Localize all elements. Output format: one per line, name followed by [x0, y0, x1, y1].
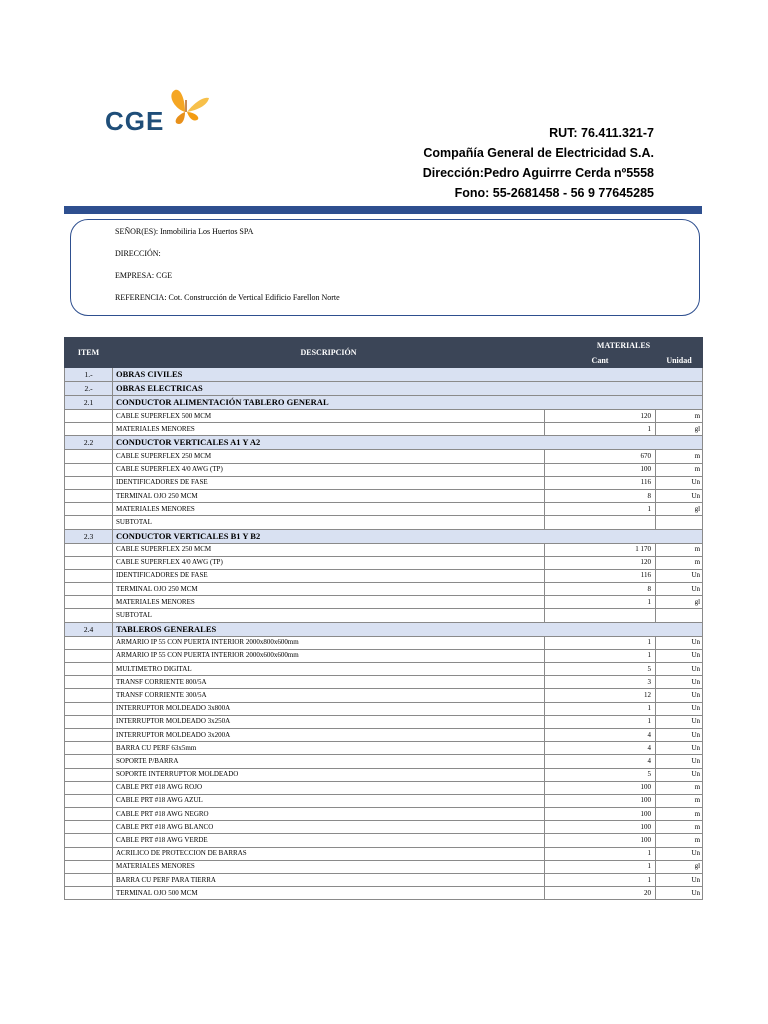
materials-table — [64, 337, 703, 900]
row-item — [65, 569, 113, 582]
table-row — [65, 583, 703, 596]
table-row — [65, 596, 703, 609]
col-desc-header: DESCRIPCIÓN — [113, 338, 545, 368]
row-description: TRANSF CORRIENTE 800/5A — [113, 676, 545, 689]
row-item — [65, 860, 113, 873]
row-description: ARMARIO IP 55 CON PUERTA INTERIOR 2000x800x600mm — [113, 636, 545, 649]
row-quantity: 8 — [545, 489, 656, 502]
row-unit: Un — [656, 742, 703, 755]
row-description: MATERIALES MENORES — [113, 423, 545, 436]
table-row — [65, 728, 703, 741]
row-unit: Un — [656, 874, 703, 887]
row-quantity: 1 — [545, 636, 656, 649]
row-item — [65, 874, 113, 887]
row-description: CABLE PRT #18 AWG BLANCO — [113, 821, 545, 834]
row-unit: m — [656, 543, 703, 556]
table-row — [65, 847, 703, 860]
table-row — [65, 516, 703, 529]
row-item — [65, 676, 113, 689]
row-unit: Un — [656, 702, 703, 715]
row-quantity — [545, 516, 656, 529]
table-row — [65, 834, 703, 847]
row-item — [65, 768, 113, 781]
row-quantity: 100 — [545, 463, 656, 476]
row-quantity: 3 — [545, 676, 656, 689]
row-description: CABLE SUPERFLEX 4/0 AWG (TP) — [113, 556, 545, 569]
client-empresa: EMPRESA: CGE — [115, 271, 173, 280]
row-description: CABLE SUPERFLEX 500 MCM — [113, 410, 545, 423]
row-item — [65, 489, 113, 502]
section-item: 1.- — [65, 368, 113, 382]
row-item — [65, 821, 113, 834]
row-quantity: 100 — [545, 781, 656, 794]
row-item — [65, 543, 113, 556]
row-unit: Un — [656, 569, 703, 582]
row-description: CABLE PRT #18 AWG VERDE — [113, 834, 545, 847]
col-materiales-header: MATERIALES — [545, 338, 703, 353]
row-description: IDENTIFICADORES DE FASE — [113, 569, 545, 582]
row-unit: m — [656, 834, 703, 847]
row-item — [65, 702, 113, 715]
row-quantity: 1 — [545, 596, 656, 609]
row-quantity: 100 — [545, 808, 656, 821]
row-quantity: 116 — [545, 476, 656, 489]
table-row — [65, 874, 703, 887]
row-quantity: 100 — [545, 834, 656, 847]
table-row — [65, 636, 703, 649]
row-item — [65, 476, 113, 489]
row-quantity: 670 — [545, 450, 656, 463]
row-description: SOPORTE INTERRUPTOR MOLDEADO — [113, 768, 545, 781]
row-description: INTERRUPTOR MOLDEADO 3x250A — [113, 715, 545, 728]
row-unit — [656, 609, 703, 622]
row-item — [65, 728, 113, 741]
section-row — [65, 368, 703, 382]
section-item: 2.1 — [65, 396, 113, 410]
row-item — [65, 794, 113, 807]
row-description: SUBTOTAL — [113, 609, 545, 622]
row-quantity: 20 — [545, 887, 656, 900]
client-referencia: REFERENCIA: Cot. Construcción de Vertical Edificio Farellon Norte — [115, 293, 340, 302]
row-unit: Un — [656, 649, 703, 662]
table-row — [65, 794, 703, 807]
row-description: TERMINAL OJO 250 MCM — [113, 583, 545, 596]
row-description: CABLE SUPERFLEX 250 MCM — [113, 543, 545, 556]
row-unit: m — [656, 410, 703, 423]
row-item — [65, 463, 113, 476]
butterfly-icon — [163, 86, 211, 126]
table-row — [65, 556, 703, 569]
row-description: MATERIALES MENORES — [113, 596, 545, 609]
table-row — [65, 450, 703, 463]
row-quantity: 120 — [545, 556, 656, 569]
row-unit: Un — [656, 847, 703, 860]
row-description: INTERRUPTOR MOLDEADO 3x800A — [113, 702, 545, 715]
row-description: CABLE SUPERFLEX 4/0 AWG (TP) — [113, 463, 545, 476]
row-item — [65, 516, 113, 529]
row-description: TRANSF CORRIENTE 300/5A — [113, 689, 545, 702]
table-row — [65, 702, 703, 715]
table-row — [65, 609, 703, 622]
table-row — [65, 676, 703, 689]
row-unit — [656, 516, 703, 529]
row-unit: Un — [656, 768, 703, 781]
row-quantity: 100 — [545, 794, 656, 807]
row-description: TERMINAL OJO 250 MCM — [113, 489, 545, 502]
row-quantity: 1 — [545, 702, 656, 715]
section-row — [65, 529, 703, 543]
section-title: TABLEROS GENERALES — [113, 622, 703, 636]
row-unit: Un — [656, 715, 703, 728]
row-unit: m — [656, 463, 703, 476]
row-description: BARRA CU PERF PARA TIERRA — [113, 874, 545, 887]
section-title: CONDUCTOR ALIMENTACIÓN TABLERO GENERAL — [113, 396, 703, 410]
row-item — [65, 649, 113, 662]
row-unit: gl — [656, 860, 703, 873]
row-quantity: 116 — [545, 569, 656, 582]
row-description: ARMARIO IP 55 CON PUERTA INTERIOR 2000x600x600mm — [113, 649, 545, 662]
table-row — [65, 463, 703, 476]
row-quantity: 5 — [545, 768, 656, 781]
table-row — [65, 821, 703, 834]
row-quantity: 1 — [545, 847, 656, 860]
row-description: BARRA CU PERF 63x5mm — [113, 742, 545, 755]
row-item — [65, 423, 113, 436]
row-description: SUBTOTAL — [113, 516, 545, 529]
row-unit: gl — [656, 503, 703, 516]
section-item: 2.2 — [65, 436, 113, 450]
section-row — [65, 382, 703, 396]
row-description: CABLE PRT #18 AWG ROJO — [113, 781, 545, 794]
row-unit: Un — [656, 583, 703, 596]
row-quantity: 5 — [545, 663, 656, 676]
row-quantity: 1 — [545, 715, 656, 728]
section-item: 2.3 — [65, 529, 113, 543]
table-row — [65, 808, 703, 821]
section-title: OBRAS ELECTRICAS — [113, 382, 703, 396]
row-description: MATERIALES MENORES — [113, 503, 545, 516]
row-unit: m — [656, 821, 703, 834]
row-quantity: 1 — [545, 860, 656, 873]
col-unidad-header: Unidad — [656, 353, 703, 368]
cge-logo — [105, 86, 215, 136]
table-row — [65, 663, 703, 676]
row-description: MULTIMETRO DIGITAL — [113, 663, 545, 676]
table-row — [65, 715, 703, 728]
row-item — [65, 742, 113, 755]
table-row — [65, 689, 703, 702]
client-info-box — [70, 219, 700, 316]
row-quantity: 4 — [545, 755, 656, 768]
row-quantity: 1 — [545, 503, 656, 516]
rut: RUT: 76.411.321-7 — [549, 126, 654, 140]
row-quantity: 1 — [545, 649, 656, 662]
row-quantity: 4 — [545, 742, 656, 755]
row-unit: Un — [656, 728, 703, 741]
row-item — [65, 450, 113, 463]
row-unit: Un — [656, 489, 703, 502]
row-quantity: 1 170 — [545, 543, 656, 556]
row-description: MATERIALES MENORES — [113, 860, 545, 873]
row-unit: Un — [656, 689, 703, 702]
logo-text: CGE — [105, 106, 165, 136]
table-row — [65, 649, 703, 662]
row-unit: m — [656, 781, 703, 794]
table-row — [65, 768, 703, 781]
row-quantity: 1 — [545, 874, 656, 887]
table-row — [65, 476, 703, 489]
row-unit: gl — [656, 423, 703, 436]
row-description: ACRILICO DE PROTECCION DE BARRAS — [113, 847, 545, 860]
row-item — [65, 636, 113, 649]
row-item — [65, 663, 113, 676]
row-unit: m — [656, 556, 703, 569]
table-row — [65, 503, 703, 516]
row-quantity: 1 — [545, 423, 656, 436]
company-name: Compañía General de Electricidad S.A. — [423, 146, 654, 160]
row-unit: m — [656, 808, 703, 821]
row-description: CABLE SUPERFLEX 250 MCM — [113, 450, 545, 463]
row-quantity: 4 — [545, 728, 656, 741]
row-item — [65, 556, 113, 569]
header-divider — [64, 206, 702, 214]
table-row — [65, 887, 703, 900]
table-row — [65, 755, 703, 768]
row-unit: Un — [656, 476, 703, 489]
col-cant-header: Cant — [545, 353, 656, 368]
row-quantity: 100 — [545, 821, 656, 834]
row-item — [65, 887, 113, 900]
row-item — [65, 410, 113, 423]
section-title: OBRAS CIVILES — [113, 368, 703, 382]
client-senores: SEÑOR(ES): Inmobiliria Los Huertos SPA — [115, 227, 254, 236]
row-item — [65, 609, 113, 622]
company-phone: Fono: 55-2681458 - 56 9 77645285 — [454, 186, 654, 200]
section-row — [65, 436, 703, 450]
row-item — [65, 755, 113, 768]
table-row — [65, 543, 703, 556]
table-row — [65, 860, 703, 873]
row-quantity: 120 — [545, 410, 656, 423]
row-unit: Un — [656, 636, 703, 649]
row-description: IDENTIFICADORES DE FASE — [113, 476, 545, 489]
row-item — [65, 715, 113, 728]
row-item — [65, 808, 113, 821]
row-unit: gl — [656, 596, 703, 609]
client-direccion: DIRECCIÓN: — [115, 249, 161, 258]
row-quantity: 12 — [545, 689, 656, 702]
row-description: INTERRUPTOR MOLDEADO 3x200A — [113, 728, 545, 741]
section-title: CONDUCTOR VERTICALES B1 Y B2 — [113, 529, 703, 543]
row-quantity — [545, 609, 656, 622]
row-item — [65, 583, 113, 596]
company-address: Dirección:Pedro Aguirrre Cerda nº5558 — [422, 166, 654, 180]
row-unit: Un — [656, 676, 703, 689]
row-description: TERMINAL OJO 500 MCM — [113, 887, 545, 900]
table-row — [65, 781, 703, 794]
row-item — [65, 689, 113, 702]
section-item: 2.- — [65, 382, 113, 396]
section-row — [65, 622, 703, 636]
row-item — [65, 834, 113, 847]
row-description: SOPORTE P/BARRA — [113, 755, 545, 768]
table-row — [65, 423, 703, 436]
section-item: 2.4 — [65, 622, 113, 636]
col-item-header: ITEM — [65, 338, 113, 368]
row-unit: m — [656, 450, 703, 463]
row-description: CABLE PRT #18 AWG AZUL — [113, 794, 545, 807]
table-body — [65, 368, 703, 900]
company-info — [423, 123, 654, 203]
table-row — [65, 742, 703, 755]
table-row — [65, 569, 703, 582]
table-row — [65, 410, 703, 423]
row-description: CABLE PRT #18 AWG NEGRO — [113, 808, 545, 821]
row-unit: m — [656, 794, 703, 807]
section-title: CONDUCTOR VERTICALES A1 Y A2 — [113, 436, 703, 450]
row-item — [65, 847, 113, 860]
row-item — [65, 503, 113, 516]
row-unit: Un — [656, 887, 703, 900]
row-item — [65, 596, 113, 609]
row-unit: Un — [656, 755, 703, 768]
row-item — [65, 781, 113, 794]
table-row — [65, 489, 703, 502]
section-row — [65, 396, 703, 410]
row-quantity: 8 — [545, 583, 656, 596]
row-unit: Un — [656, 663, 703, 676]
